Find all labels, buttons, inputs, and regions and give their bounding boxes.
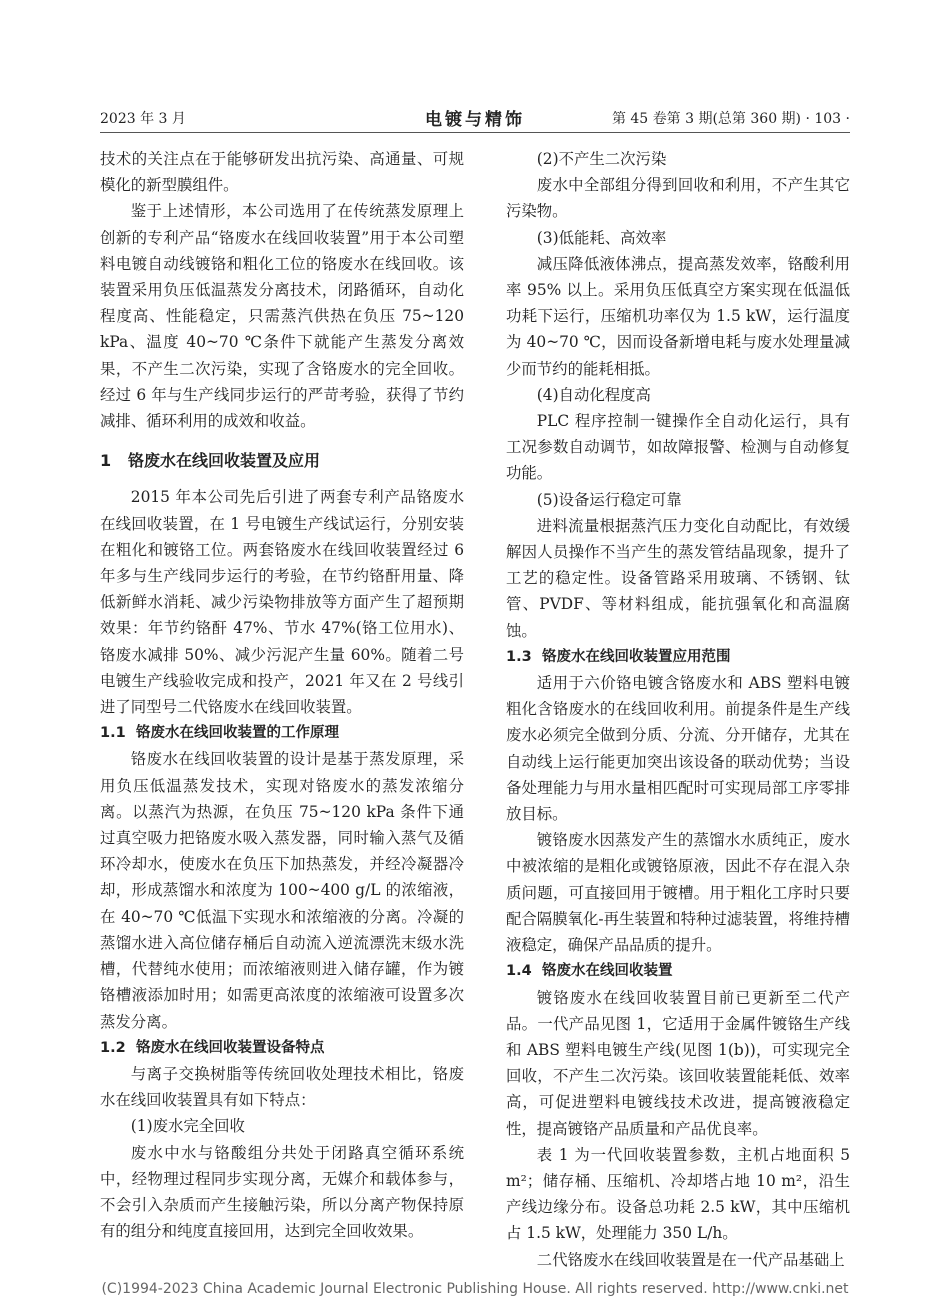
- subsection-title: 铬废水在线回收装置设备特点: [136, 1039, 325, 1056]
- subsection-title: 铬废水在线回收装置的工作原理: [136, 725, 339, 742]
- paragraph: 适用于六价铬电镀含铬废水和 ABS 塑料电镀粗化含铬废水的在线回收利用。前提条件是生产线废水必须完全做到分质、分流、分开储存，尤其在自动线上运行能更加突出该设备的联动优势；当设备处理能力与用水量相匹配时可实现局部工序零排放目标。: [506, 674, 850, 824]
- paragraph: 进料流量根据蒸汽压力变化自动配比，有效缓解因人员操作不当产生的蒸发管结晶现象，提升了工艺的稳定性。设备管路采用玻璃、不锈钢、钛管、PVDF、等材料组成，能抗强氧化和高温腐蚀。: [506, 516, 850, 640]
- paragraph: PLC 程序控制一键操作全自动化运行，具有工况参数自动调节，如故障报警、检测与自动修复功能。: [506, 412, 850, 483]
- copyright-footer: (C)1994-2023 China Academic Journal Electronic Publishing House. All rights reserved. http://www.cnki.net: [101, 1281, 849, 1297]
- journal-title: 电镀与精饰: [425, 110, 525, 130]
- section-number: 1: [100, 451, 112, 471]
- header-date: 2023 年 3 月: [100, 111, 186, 127]
- paragraph: 铬废水在线回收装置的设计是基于蒸发原理，采用负压低温蒸发技术，实现对铬废水的蒸发浓缩分离。以蒸汽为热源，在负压 75~120 kPa 条件下通过真空吸力把铬废水吸入蒸发器，同时输入蒸气及循环冷却水，使废水在负压下加热蒸发，并经冷凝器冷却，形成蒸馏水和浓度为 100~400 g/L 的浓缩液，在 40~70 ℃低温下实现水和浓缩液的分离。冷凝的蒸馏水进入高位储存桶后自动流入逆流漂洗末级水洗槽，代替纯水使用；而浓缩液则进入储存罐，作为镀铬槽液添加时用；如需更高浓度的浓缩液可设置多次蒸发分离。: [100, 750, 464, 1031]
- subsection-heading: [506, 644, 850, 670]
- subsection-title: 铬废水在线回收装置应用范围: [542, 648, 731, 665]
- paragraph: 二代铬废水在线回收装置是在一代产品基础上: [536, 1250, 845, 1269]
- paragraph: 2015 年本公司先后引进了两套专利产品铬废水在线回收装置，在 1 号电镀生产线试运行，分别安装在粗化和镀铬工位。两套铬废水在线回收装置经过 6 年多与生产线同步运行的考验，在节约铬酐用量、降低新鲜水消耗、减少污染物排放等方面产生了超预期效果：年节约铬酐 47%、节水 47%(铬工位用水)、铬废水减排 50%、减少污泥产生量 60%。随着二号电镀生产线验收完成和投产，2021 年又在 2 号线引进了同型号二代铬废水在线回收装置。: [100, 488, 464, 717]
- feature-item: (4)自动化程度高: [536, 385, 651, 404]
- paragraph: 废水中水与铬酸组分共处于闭路真空循环系统中，经物理过程同步实现分离，无媒介和载体参与，不会引入杂质而产生接触污染，所以分离产物保持原有的组分和纯度直接回用，达到完全回收效果。: [100, 1143, 464, 1241]
- subsection-number: 1.4: [506, 963, 532, 980]
- paragraph: 与离子交换树脂等传统回收处理技术相比，铬废水在线回收装置具有如下特点：: [100, 1064, 464, 1110]
- subsection-number: 1.2: [100, 1039, 126, 1056]
- feature-item: (2)不产生二次污染: [536, 150, 667, 168]
- subsection-number: 1.3: [506, 648, 532, 665]
- paragraph: 废水中全部组分得到回收和利用，不产生其它污染物。: [506, 176, 850, 221]
- paragraph: 表 1 为一代回收装置参数，主机占地面积 5 m²；储存桶、压缩机、冷却塔占地 10 m²，沿生产线边缘分布。设备总功耗 2.5 kW，其中压缩机占 1.5 kW，处理能力 350 L/h。: [506, 1145, 850, 1243]
- feature-item: (3)低能耗、高效率: [536, 228, 667, 247]
- subsection-number: 1.1: [100, 725, 126, 742]
- paragraph: 减压降低液体沸点，提高蒸发效率，铬酸利用率 95% 以上。采用负压低真空方案实现在低温低功耗下运行，压缩机功率仅为 1.5 kW，运行温度为 40~70 ℃，因而设备新增电耗与废水处理量减少而节约的能耗相抵。: [506, 254, 850, 378]
- left-column: [100, 146, 464, 1244]
- paragraph: 技术的关注点在于能够研发出抗污染、高通量、可规模化的新型膜组件。: [100, 150, 464, 195]
- section-title: 铬废水在线回收装置及应用: [128, 451, 321, 471]
- running-header: [100, 104, 850, 130]
- section-heading: [100, 448, 464, 474]
- subsection-heading: [100, 720, 464, 746]
- paragraph: 鉴于上述情形，本公司选用了在传统蒸发原理上创新的专利产品“铬废水在线回收装置”用于本公司塑料电镀自动线镀铬和粗化工位的铬废水在线回收。该装置采用负压低温蒸发分离技术，闭路循环，自动化程度高、性能稳定，只需蒸汽供热在负压 75~120 kPa、温度 40~70 ℃条件下就能产生蒸发分离效果，不产生二次污染，实现了含铬废水的完全回收。经过 6 年与生产线同步运行的严苛考验，获得了节约减排、循环利用的成效和收益。: [100, 202, 464, 431]
- paragraph: 镀铬废水在线回收装置目前已更新至二代产品。一代产品见图 1，它适用于金属件镀铬生产线和 ABS 塑料电镀生产线(见图 1(b))，可实现完全回收，不产生二次污染。该回收装置能耗低、效率高，可促进塑料电镀线技术改进，提高镀液稳定性，提高镀铬产品质量和产品优良率。: [506, 988, 850, 1138]
- subsection-heading: [100, 1035, 464, 1061]
- subsection-heading: [506, 958, 850, 984]
- feature-item: (1)废水完全回收: [130, 1117, 245, 1136]
- header-issue-page: 第 45 卷第 3 期(总第 360 期) · 103 ·: [611, 111, 850, 127]
- right-column: [506, 146, 850, 1273]
- subsection-title: 铬废水在线回收装置: [542, 963, 673, 980]
- paragraph: 镀铬废水因蒸发产生的蒸馏水水质纯正，废水中被浓缩的是粗化或镀铬原液，因此不存在混入杂质问题，可直接回用于镀槽。用于粗化工序时只要配合隔膜氧化-再生装置和特种过滤装置，将维持槽液稳定，确保产品品质的提升。: [506, 831, 850, 955]
- feature-item: (5)设备运行稳定可靠: [536, 490, 682, 509]
- header-rule: [100, 132, 850, 133]
